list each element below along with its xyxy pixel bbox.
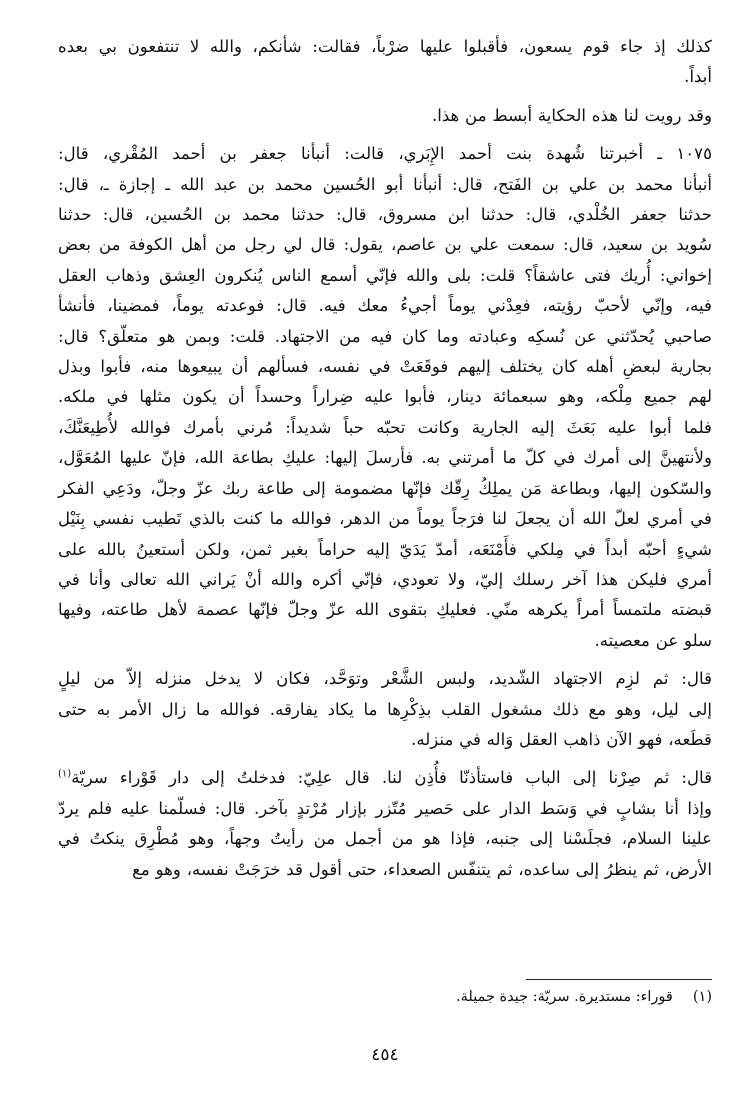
text-line: سُويد بن سعيد، قال: سمعت علي بن عاصم، يقول: قال لي رجل من أهل الكوفة من بعض <box>58 235 712 255</box>
paragraph-gap <box>58 755 712 763</box>
text-line: بجارية لبعضِ أهله كان يختلف إليهم فوقَعَتْ في نفسه، فسألهم أن يبيعوها منه، فأبوا وبذل <box>58 357 712 377</box>
text-line: والسّكون إليها، وبطاعة مَن يملِكُ رِقّك فإنّها مضمومة إلى طاعة ربك عزّ وجلّ، ودَعِي الفكر <box>58 478 712 498</box>
text-line: وإذا أنا بشابٍ في وَسَط الدار على حَصير مُتّزر بإزار مُرْتدٍ بآخر. قال: فسلّمنا عليه فلم يردّ <box>58 798 712 818</box>
footnote-text: قوراء: مستديرة. سريّة: جيدة جميلة. <box>456 989 673 1005</box>
footnote-number: (١) <box>692 989 712 1005</box>
paragraph-gap <box>58 93 712 101</box>
text-line: صاحبي يُحدّثني عن نُسكِه وعبادته وما كان فيه من الاجتهاد. قلت: وبمن هو متعلّق؟ قال: <box>58 326 712 346</box>
text-line: فلما أبوا عليه بَعَثَ إليه الجارية وكانت تحبّه حباً شديداً: مُرني بأمرك فوالله لأُطِيعَنَّكَ، <box>58 417 712 437</box>
paragraph <box>58 139 712 656</box>
paragraph <box>58 664 712 755</box>
text-line: ١٠٧٥ ـ أخبرتنا شُهدة بنت أحمد الإِبَري، قالت: أنبأنا جعفر بن أحمد المُقْري، قال: <box>58 144 712 164</box>
text-line: قال: ثم صِرْنا إلى الباب فاستأذنّا فأُذِن لنا. قال علِيّ: فدخلتُ إلى دار قَوْراء سريّة$^{(١)}$ <box>58 768 712 788</box>
text-line: في أمري لعلّ الله أن يجعلَ لنا فرَجاً يوماً من الدهر، فوالله ما كنت بالذي تَطيب نفسي بِنَيْل <box>58 509 712 529</box>
text-line: وقد رويت لنا هذه الحكاية أبسط من هذا. <box>431 105 712 125</box>
text-line: حدثنا جعفر الخُلْدي، قال: حدثنا ابن مسروق، قال: حدثنا محمد بن الحُسين، قال: حدثنا <box>58 205 712 225</box>
text-line: الأرض، ثم ينظرُ إلى ساعده، ثم يتنفّس الصعداء، حتى أقول قد خرَجَتْ نفسه، وهو مع <box>132 859 712 879</box>
text-line: أمري فليكن هذا آخر رسلك إليّ، ولا تعودي، فإنّي أكره والله أنْ يَراني الله تعالى وأنا في <box>58 569 712 589</box>
text-line: علينا السلام، فجلَسْنا إلى جنبه، فإذا هو من أجمل من رأيتُ وجهاً، وهو مُطْرِق ينكتُ في <box>58 829 712 849</box>
book-page <box>58 32 712 1082</box>
text-line: أبداً. <box>684 67 712 87</box>
paragraph-gap <box>58 131 712 139</box>
text-line: سلو عن معصيته. <box>594 630 712 650</box>
paragraph <box>58 101 712 131</box>
text-line: قبضته ملتمساً أمراً يكرهه منّي. فعليكِ بتقوى الله عزّ وجلّ فإنّها عصمة لأهل طاعته، وفيها <box>58 600 712 620</box>
text-line: ولأنتهينَّ إلى أمرك في كلّ ما أمرتني به. فأرسلَ إليها: عليكِ بطاعة الله، فإنّ عليها المُعَوَّل، <box>58 448 712 468</box>
body-text <box>58 32 712 885</box>
text-line: شيءٍ أحبّه أبداً في مِلكي فأَمْنَعَه، أمدّ يَدَيّ إليه حراماً بغير ثمن، ولكن أستعينُ بالله على <box>58 539 712 559</box>
text-line: قال: ثم لزِم الاجتهاد الشّديد، ولبس الشَّعْر وتوَحَّد، فكان لا يدخل منزله إلاّ من ليلٍ <box>58 669 712 689</box>
paragraph <box>58 763 712 885</box>
text-line: فيه، وإنّي لأحبّ رؤيته، فعِدْني يوماً أجيءُ معك فيه. قال: فوعدته يوماً، فمضينا، فأنشأ <box>58 296 712 316</box>
paragraph <box>58 32 712 93</box>
footnote-divider <box>526 979 712 980</box>
paragraph-gap <box>58 656 712 664</box>
text-line: كذلك إذ جاء قوم يسعون، فأقبلوا عليها ضرْباً، فقالت: شأنكم، والله لا تنتفعون بي بعده <box>58 37 712 56</box>
page-number: ٤٥٤ <box>371 1045 399 1065</box>
text-line: إخواني: أُريك فتى عاشقاً؟ قلت: بلى والله فإنّي أسمع الناس يُنكرون العِشق وذهاب العقل <box>58 265 712 285</box>
footnote <box>58 985 712 1009</box>
text-line: أنبأنا محمد بن علي بن الفَتح، قال: أنبأنا أبو الحُسين محمد بن عبد الله ـ إجازة ـ، قال: <box>58 174 712 194</box>
text-line: إلى ليل، وهو مع ذلك مشغول القلب بذِكْرِها ما يكاد يفارقه. فوالله ما زال الأمر به حتى <box>58 699 712 719</box>
footnote-reference: (١) <box>58 768 72 780</box>
text-line: قطَعه، فهو الآن ذاهب العقل وَاله في منزله. <box>411 729 712 749</box>
text-line: لهم جميع مِلْكه، وهو سبعمائة دينار، فأبوا عليه ضِراراً وحسداً أن يكون مثلها في ملكه. <box>58 387 712 407</box>
